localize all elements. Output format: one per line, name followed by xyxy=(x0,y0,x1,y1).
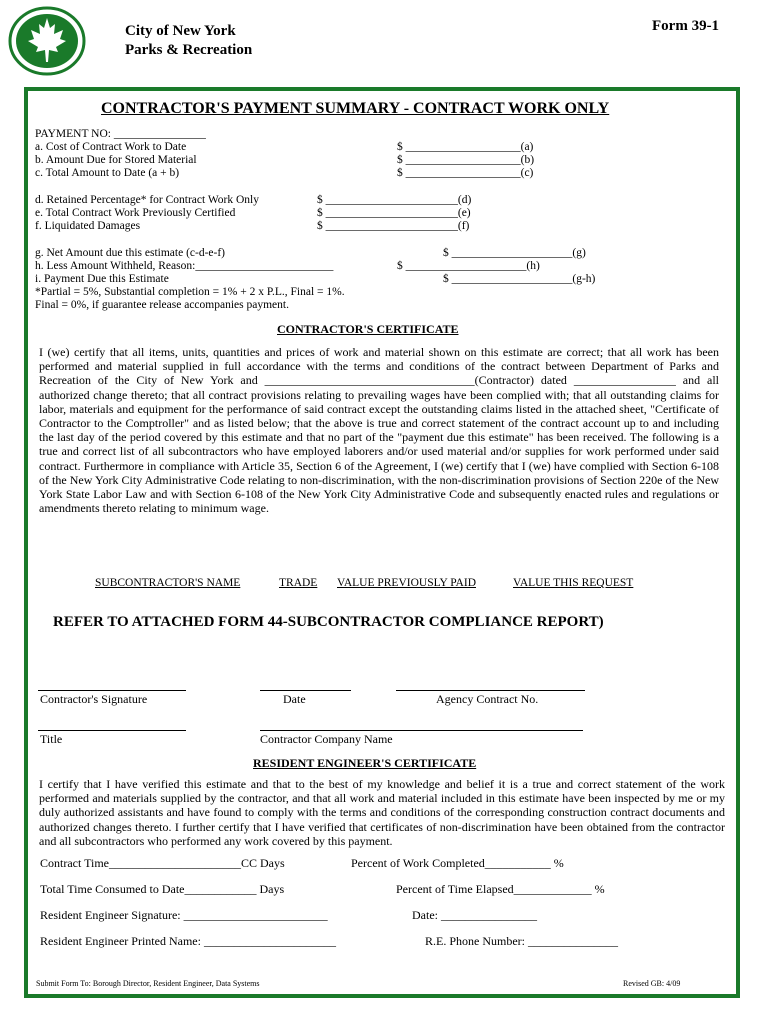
retainage-note-1: *Partial = 5%, Substantial completion = 1% + 2 x P.L., Final = 1%. xyxy=(35,286,345,298)
line-c-field[interactable]: $ ____________________(c) xyxy=(397,167,534,179)
form-number: Form 39-1 xyxy=(652,18,720,34)
title-label: Title xyxy=(40,732,63,746)
company-name-label: Contractor Company Name xyxy=(260,732,393,746)
footer-submit-to: Submit Form To: Borough Director, Resident Engineer, Data Systems xyxy=(36,979,260,988)
footer-revision: Revised GB: 4/09 xyxy=(623,979,681,988)
line-i-field[interactable]: $ _____________________(g-h) xyxy=(443,273,596,285)
line-i-label: i. Payment Due this Estimate xyxy=(35,273,169,285)
line-d-field[interactable]: $ _______________________(d) xyxy=(317,194,472,206)
signature-line[interactable] xyxy=(38,690,186,691)
contractor-signature-label: Contractor's Signature xyxy=(40,692,148,706)
line-a-label: a. Cost of Contract Work to Date xyxy=(35,141,187,153)
re-printed-name-field[interactable]: Resident Engineer Printed Name: ______________________ xyxy=(40,934,336,948)
re-date-field[interactable]: Date: ________________ xyxy=(412,908,537,922)
date-line[interactable] xyxy=(260,690,351,691)
re-signature-field[interactable]: Resident Engineer Signature: ________________________ xyxy=(40,908,328,922)
payment-no-field[interactable]: PAYMENT NO: ________________ xyxy=(35,128,206,140)
line-b-label: b. Amount Due for Stored Material xyxy=(35,154,197,166)
company-name-line[interactable] xyxy=(260,730,583,731)
line-f-field[interactable]: $ _______________________(f) xyxy=(317,220,470,232)
col-subcontractor-name: SUBCONTRACTOR'S NAME xyxy=(95,577,241,589)
line-d-label: d. Retained Percentage* for Contract Work Only xyxy=(35,194,260,206)
line-g-label: g. Net Amount due this estimate (c-d-e-f) xyxy=(35,247,226,259)
re-phone-field[interactable]: R.E. Phone Number: _______________ xyxy=(425,934,618,948)
org-name xyxy=(125,22,252,60)
line-h-field[interactable]: $ _____________________(h) xyxy=(397,260,540,272)
page-title: CONTRACTOR'S PAYMENT SUMMARY - CONTRACT WORK ONLY xyxy=(101,100,610,117)
percent-elapsed-field[interactable]: Percent of Time Elapsed_____________ % xyxy=(396,882,605,896)
engineer-certificate-text: I certify that I have verified this estimate and that to the best of my knowledge and belief it is a true and correct statement of the work performed and materials supplied by the contractor, and that all work and material included in this estimate have been inspected by me or my duly authorized assistants and have found to comply with the terms and conditions of the corresponding construction contract documents and authorized changes thereto. I further certify that I have verified that certificates of non-discrimination have been obtained from the contractor and all subcontractors who performed any work covered by this payment. xyxy=(39,777,725,848)
line-e-label: e. Total Contract Work Previously Certified xyxy=(35,207,236,219)
line-f-label: f. Liquidated Damages xyxy=(35,220,141,232)
agency-contract-label: Agency Contract No. xyxy=(436,692,539,706)
engineer-certificate-heading: RESIDENT ENGINEER'S CERTIFICATE xyxy=(253,756,477,770)
refer-form-44-note: REFER TO ATTACHED FORM 44-SUBCONTRACTOR COMPLIANCE REPORT) xyxy=(53,614,604,630)
retainage-note-2: Final = 0%, if guarantee release accompanies payment. xyxy=(35,299,289,311)
contractor-certificate-heading: CONTRACTOR'S CERTIFICATE xyxy=(277,322,459,336)
col-trade: TRADE xyxy=(279,577,318,589)
line-b-field[interactable]: $ ____________________(b) xyxy=(397,154,535,166)
title-line[interactable] xyxy=(38,730,186,731)
line-a-field[interactable]: $ ____________________(a) xyxy=(397,141,534,153)
contractor-certificate-text: I (we) certify that all items, units, quantities and prices of work and material shown on this estimate are correct; that all work has been performed and material supplied in full accordance with the terms and conditions of the contract between Department of Parks and Recreation of the City of New York and ___________________________________(Contractor) dated _________________ and all authorized change thereto; that all contract provisions relating to prevailing wages have been complied with; that all outstanding claims for labor, materials and equipment for the performance of said contract except the outstanding claims listed in the attached sheet, "Certificate of Contractor to the Comptroller" and as listed below; that the above is true and correct statement of the contract account up to and including the last day of the period covered by this estimate and that no part of the "payment due this estimate" has been received. The following is a true and correct list of all subcontractors who have employed laborers and/or used material and/or supplies for work performed under said contract. Furthermore in compliance with Article 35, Section 6 of the Agreement, I (we) certify that I (we) have complied with Section 6-108 of the New York City Administrative Code relating to non-discrimination, with the non-discrimination provisions of Section 220e of the New York State Labor Law and with Section 6-108 of the New York City Administrative Code and subsequently enacted rules and regulations or amendments thereto relating to minimum wage. xyxy=(39,345,719,516)
col-value-this-request: VALUE THIS REQUEST xyxy=(513,577,634,589)
contract-time-field[interactable]: Contract Time______________________CC Days xyxy=(40,856,285,870)
org-line-2: Parks & Recreation xyxy=(125,42,253,58)
org-line-1: City of New York xyxy=(125,23,236,39)
agency-contract-line[interactable] xyxy=(396,690,585,691)
maple-leaf-icon xyxy=(8,6,86,76)
col-value-previously-paid: VALUE PREVIOUSLY PAID xyxy=(337,577,476,589)
percent-complete-field[interactable]: Percent of Work Completed___________ % xyxy=(351,856,564,870)
line-e-field[interactable]: $ _______________________(e) xyxy=(317,207,471,219)
line-h-label[interactable]: h. Less Amount Withheld, Reason:________________________ xyxy=(35,260,334,272)
line-c-label: c. Total Amount to Date (a + b) xyxy=(35,167,180,179)
date-label: Date xyxy=(283,692,306,706)
time-consumed-field[interactable]: Total Time Consumed to Date____________ Days xyxy=(40,882,285,896)
line-g-field[interactable]: $ _____________________(g) xyxy=(443,247,586,259)
